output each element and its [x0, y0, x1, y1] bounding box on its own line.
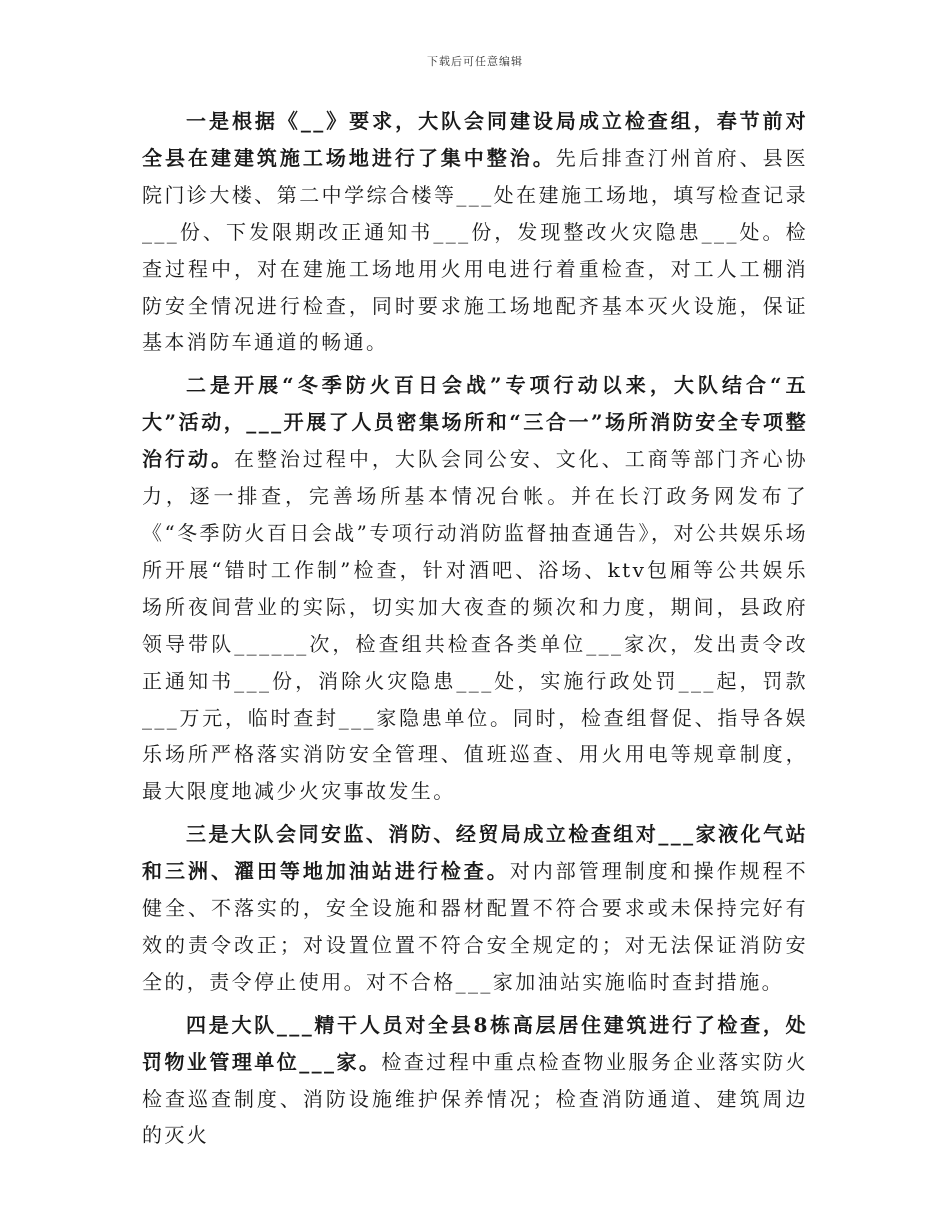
paragraph-1-lead: 一是根据《__》要求，大队会同建设局成立检查组，春节前对全县在建建筑施工场地进行了集中整治。	[142, 109, 808, 170]
paragraph-3	[142, 816, 808, 1001]
paragraph-1	[142, 103, 808, 361]
paragraph-1-body: 先后排查汀州首府、县医院门诊大楼、第二中学综合楼等___处在建施工场地，填写检查记录___份、下发限期改正通知书___份，发现整改火灾隐患___处。检查过程中，对在建施工场地用火用电进行着重检查，对工人工棚消防安全情况进行检查，同时要求施工场地配齐基本灭火设施，保证基本消防车通道的畅通。	[142, 145, 809, 355]
paragraph-3-body: 对内部管理制度和操作规程不健全、不落实的，安全设施和器材配置不符合要求或未保持完好有效的责令改正；对设置位置不符合安全规定的；对无法保证消防安全的，责令停止使用。对不合格___家加油站实施临时查封措施。	[142, 859, 808, 994]
document-body	[142, 103, 808, 1160]
paragraph-4-lead: 四是大队___精干人员对全县8栋高层居住建筑进行了检查，处罚物业管理单位___家。	[142, 1012, 808, 1074]
paragraph-2	[142, 367, 808, 810]
paragraph-3-lead: 三是大队会同安监、消防、经贸局成立检查组对___家液化气站和三洲、濯田等地加油站进行检查。	[142, 822, 808, 884]
paragraph-2-body: 在整治过程中，大队会同公安、文化、工商等部门齐心协力，逐一排查，完善场所基本情况台帐。并在长汀政务网发布了《“冬季防火百日会战”专项行动消防监督抽查通告》，对公共娱乐场所开展“错时工作制”检查，针对酒吧、浴场、ktv包厢等公共娱乐场所夜间营业的实际，切实加大夜查的频次和力度，期间，县政府领导带队______次，检查组共检查各类单位___家次，发出责令改正通知书___份，消除火灾隐患___处，实施行政处罚___起，罚款___万元，临时查封___家隐患单位。同时，检查组督促、指导各娱乐场所严格落实消防安全管理、值班巡查、用火用电等规章制度，最大限度地减少火灾事故发生。	[142, 447, 809, 804]
paragraph-4	[142, 1007, 808, 1155]
page-header: 下载后可任意编辑	[427, 55, 523, 68]
paragraph-2-lead: 二是开展“冬季防火百日会战”专项行动以来，大队结合“五大”活动，___开展了人员密集场所和“三合一”场所消防安全专项整治行动。	[142, 373, 808, 472]
paragraph-4-body: 检查过程中重点检查物业服务企业落实防火检查巡查制度、消防设施维护保养情况；检查消防通道、建筑周边的灭火	[142, 1049, 808, 1148]
